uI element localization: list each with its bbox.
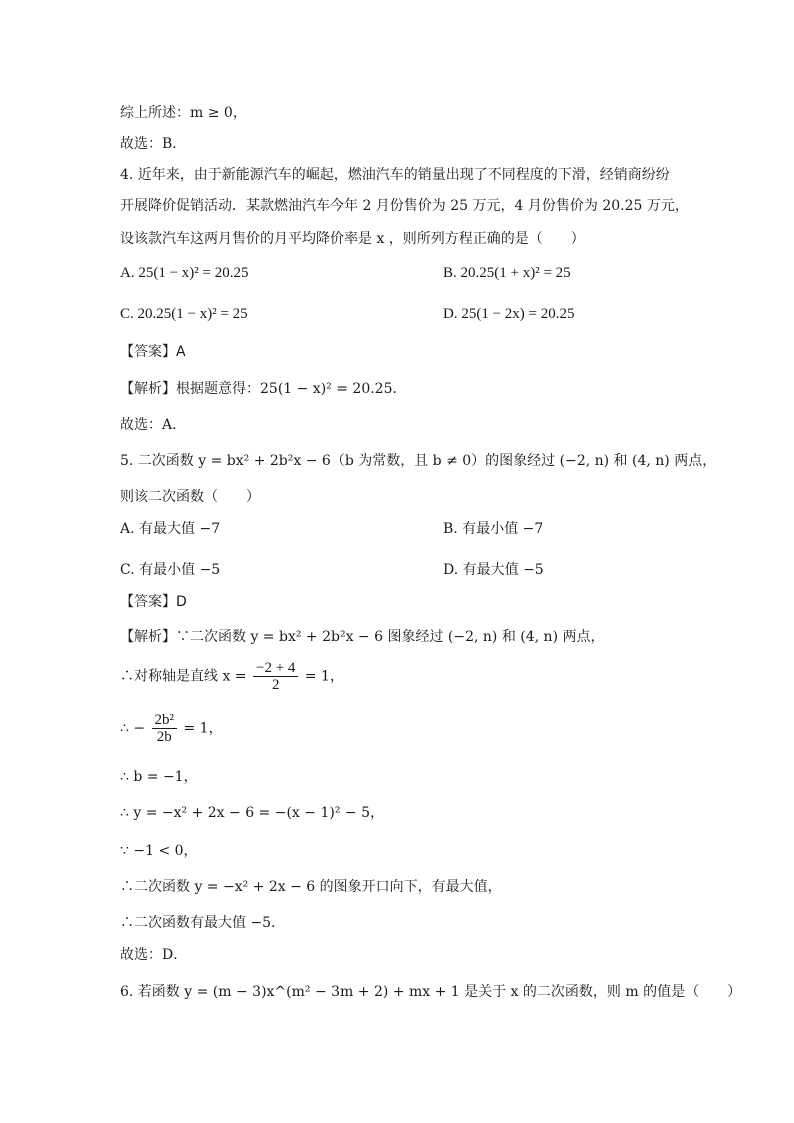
q4-answer: 【答案】A xyxy=(120,344,186,360)
q5-axis-denominator: 2 xyxy=(271,677,280,693)
q5-axis-prefix: ∴对称轴是直线 x = xyxy=(120,668,247,685)
q5-stem-line1: 5. 二次函数 y = bx² + 2b²x − 6（b 为常数，且 b ≠ 0）的图象经过 (−2, n) 和 (4, n) 两点， xyxy=(120,453,717,469)
q5-step5: ∵ −1 < 0， xyxy=(120,843,198,859)
q5-step2-denominator: 2b xyxy=(156,729,172,745)
q4-analysis: 【解析】根据题意得：25(1 − x)² = 20.25． xyxy=(120,381,407,397)
q4-stem-line3: 设该款汽车这两月售价的月平均降价率是 x ，则所列方程正确的是（ ） xyxy=(120,231,585,247)
q5-choice: 故选：D． xyxy=(120,947,188,963)
q5-axis-numerator: −2 + 4 xyxy=(253,660,298,677)
q5-step2 xyxy=(120,712,223,745)
q4-option-b: B. 20.25(1 + x)² = 25 xyxy=(443,265,571,281)
q5-step3: ∴ b = −1， xyxy=(120,769,198,785)
q5-stem-line2: 则该二次函数（ ） xyxy=(120,489,260,505)
q4-option-c: C. 20.25(1 − x)² = 25 xyxy=(120,306,248,322)
q5-option-b: B. 有最小值 −7 xyxy=(443,521,544,537)
q6-stem: 6. 若函数 y = (m − 3)x^(m² − 3m + 2) + mx + 1 是关于 x 的二次函数，则 m 的值是（ ） xyxy=(120,984,742,1000)
prev-choice: 故选：B． xyxy=(120,136,187,152)
q4-option-a: A. 25(1 − x)² = 20.25 xyxy=(120,265,249,281)
q4-choice: 故选：A． xyxy=(120,417,187,433)
prev-conclusion: 综上所述：m ≥ 0， xyxy=(120,105,247,121)
q5-step2-prefix: ∴ − xyxy=(120,720,146,737)
q5-answer: 【答案】D xyxy=(120,594,187,610)
q5-analysis-line1: 【解析】∵二次函数 y = bx² + 2b²x − 6 图象经过 (−2, n) 和 (4, n) 两点， xyxy=(120,629,605,645)
q5-option-c: C. 有最小值 −5 xyxy=(120,562,221,578)
q5-axis-fraction xyxy=(253,660,298,693)
q4-option-d: D. 25(1 − 2x) = 20.25 xyxy=(443,306,575,322)
q4-stem-line1: 4. 近年来，由于新能源汽车的崛起，燃油汽车的销量出现了不同程度的下滑，经销商纷纷 xyxy=(120,167,670,183)
q5-step6: ∴二次函数 y = −x² + 2x − 6 的图象开口向下，有最大值， xyxy=(120,879,502,895)
q5-option-a: A. 有最大值 −7 xyxy=(120,521,221,537)
q5-step7: ∴二次函数有最大值 −5． xyxy=(120,915,286,931)
q5-axis-step xyxy=(120,660,344,693)
q5-step2-suffix: = 1， xyxy=(183,720,223,737)
q5-axis-suffix: = 1， xyxy=(304,668,344,685)
q5-step2-numerator: 2b² xyxy=(152,712,178,729)
q5-step4: ∴ y = −x² + 2x − 6 = −(x − 1)² − 5， xyxy=(120,805,384,821)
q5-step2-fraction xyxy=(152,712,178,745)
q4-stem-line2: 开展降价促销活动．某款燃油汽车今年 2 月份售价为 25 万元，4 月份售价为 20.25 万元， xyxy=(120,198,689,214)
q5-option-d: D. 有最大值 −5 xyxy=(443,562,544,578)
